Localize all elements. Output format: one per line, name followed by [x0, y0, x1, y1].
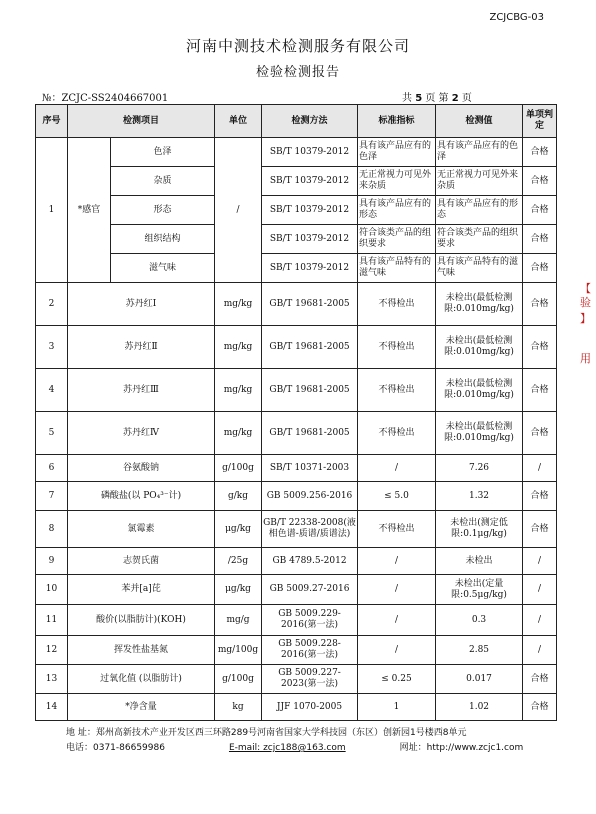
cell-standard: 具有该产品特有的滋气味 — [358, 254, 436, 283]
cell-judgement: / — [523, 575, 557, 605]
cell-item: 苏丹红Ⅲ — [68, 369, 215, 412]
table-row — [36, 511, 557, 548]
cell-standard: 不得检出 — [358, 412, 436, 455]
cell-method: GB 5009.227-2023(第一法) — [262, 665, 358, 694]
cell-standard: / — [358, 636, 436, 665]
cell-judgement: 合格 — [523, 694, 557, 721]
cell-standard: / — [358, 455, 436, 482]
cell-method: GB 4789.5-2012 — [262, 548, 358, 575]
cell-method: GB/T 19681-2005 — [262, 326, 358, 369]
cell-method: GB 5009.256-2016 — [262, 482, 358, 511]
cell-standard: 不得检出 — [358, 326, 436, 369]
cell-item: 挥发性盐基氮 — [68, 636, 215, 665]
cell-unit: mg/100g — [215, 636, 262, 665]
cell-item: 滋气味 — [111, 254, 215, 283]
cell-judgement: 合格 — [523, 369, 557, 412]
document-code: ZCJCBG-03 — [489, 12, 544, 23]
cell-unit: / — [215, 138, 262, 283]
cell-standard: 具有该产品应有的形态 — [358, 196, 436, 225]
cell-no: 9 — [36, 548, 68, 575]
cell-standard: / — [358, 605, 436, 636]
cell-item: 苯并[a]芘 — [68, 575, 215, 605]
cell-unit: kg — [215, 694, 262, 721]
cell-standard: ≤ 5.0 — [358, 482, 436, 511]
table-row — [36, 482, 557, 511]
cell-item: 磷酸盐(以 PO₄³⁻计) — [68, 482, 215, 511]
header-judgement: 单项判定 — [523, 105, 557, 138]
cell-judgement: / — [523, 605, 557, 636]
cell-no: 6 — [36, 455, 68, 482]
table-row — [36, 694, 557, 721]
cell-standard: / — [358, 575, 436, 605]
cell-unit: g/kg — [215, 482, 262, 511]
table-row — [36, 412, 557, 455]
cell-method: SB/T 10379-2012 — [262, 138, 358, 167]
cell-judgement: 合格 — [523, 511, 557, 548]
cell-standard: 具有该产品应有的色泽 — [358, 138, 436, 167]
cell-value: 无正常视力可见外来杂质 — [436, 167, 523, 196]
cell-value: 具有该产品应有的色泽 — [436, 138, 523, 167]
table-row — [36, 283, 557, 326]
page-indicator: 共 5 页 第 2 页 — [402, 93, 472, 104]
cell-method: GB 5009.229-2016(第一法) — [262, 605, 358, 636]
cell-value: 1.32 — [436, 482, 523, 511]
header-standard: 标准指标 — [358, 105, 436, 138]
cell-unit: mg/kg — [215, 369, 262, 412]
cell-no: 14 — [36, 694, 68, 721]
cell-judgement: / — [523, 455, 557, 482]
cell-judgement: / — [523, 636, 557, 665]
table-row — [36, 548, 557, 575]
cell-item: 组织结构 — [111, 225, 215, 254]
cell-method: GB/T 19681-2005 — [262, 369, 358, 412]
cell-item: 形态 — [111, 196, 215, 225]
cell-value: 0.3 — [436, 605, 523, 636]
cell-item: 过氧化值 (以脂肪计) — [68, 665, 215, 694]
cell-method: GB 5009.27-2016 — [262, 575, 358, 605]
cell-judgement: 合格 — [523, 254, 557, 283]
cell-item: *净含量 — [68, 694, 215, 721]
table-row — [36, 326, 557, 369]
results-table — [35, 104, 557, 721]
report-title: 检验检测报告 — [255, 65, 340, 80]
cell-value: 0.017 — [436, 665, 523, 694]
stamp-char: 【 — [580, 282, 591, 295]
cell-value: 具有该产品应有的形态 — [436, 196, 523, 225]
cell-unit: g/100g — [215, 455, 262, 482]
cell-unit: μg/kg — [215, 575, 262, 605]
cell-value: 未检出(定量限:0.5μg/kg) — [436, 575, 523, 605]
company-name: 河南中测技术检测服务有限公司 — [185, 37, 410, 55]
cell-standard: 符合该类产品的组织要求 — [358, 225, 436, 254]
cell-judgement: 合格 — [523, 283, 557, 326]
cell-standard: / — [358, 548, 436, 575]
cell-no: 13 — [36, 665, 68, 694]
cell-method: JJF 1070-2005 — [262, 694, 358, 721]
header-item: 检测项目 — [68, 105, 215, 138]
cell-standard: ≤ 0.25 — [358, 665, 436, 694]
cell-item: 氯霉素 — [68, 511, 215, 548]
cell-item: 杂质 — [111, 167, 215, 196]
cell-no: 7 — [36, 482, 68, 511]
table-row — [36, 605, 557, 636]
cell-group: *感官 — [68, 138, 111, 283]
cell-unit: g/100g — [215, 665, 262, 694]
table-row — [36, 225, 557, 254]
cell-value: 未检出(最低检测限:0.010mg/kg) — [436, 369, 523, 412]
table-row — [36, 575, 557, 605]
cell-no: 2 — [36, 283, 68, 326]
cell-value: 符合该类产品的组织要求 — [436, 225, 523, 254]
cell-judgement: 合格 — [523, 412, 557, 455]
stamp-char: 】 — [580, 312, 591, 325]
cell-judgement: 合格 — [523, 665, 557, 694]
cell-unit: mg/kg — [215, 326, 262, 369]
cell-judgement: 合格 — [523, 225, 557, 254]
cell-judgement: / — [523, 548, 557, 575]
cell-value: 具有该产品特有的滋气味 — [436, 254, 523, 283]
cell-method: SB/T 10379-2012 — [262, 167, 358, 196]
cell-judgement: 合格 — [523, 482, 557, 511]
cell-method: SB/T 10379-2012 — [262, 225, 358, 254]
table-row — [36, 369, 557, 412]
footer-address: 地 址：郑州高新技术产业开发区西三环路289号河南省国家大学科技园（东区）创新园1号楼西8单元 — [66, 728, 467, 738]
header-method: 检测方法 — [262, 105, 358, 138]
cell-no: 5 — [36, 412, 68, 455]
cell-unit: mg/g — [215, 605, 262, 636]
cell-no: 12 — [36, 636, 68, 665]
stamp-char: 用 — [580, 352, 591, 365]
cell-unit: mg/kg — [215, 283, 262, 326]
footer-contact — [66, 740, 523, 753]
cell-value: 未检出(测定低限:0.1μg/kg) — [436, 511, 523, 548]
cell-item: 酸价(以脂肪计)(KOH) — [68, 605, 215, 636]
cell-method: GB/T 22338-2008(液相色谱-质谱/质谱法) — [262, 511, 358, 548]
cell-no: 11 — [36, 605, 68, 636]
cell-method: GB/T 19681-2005 — [262, 412, 358, 455]
cell-no: 8 — [36, 511, 68, 548]
table-row — [36, 455, 557, 482]
footer-phone: 电话：0371-86659986 — [66, 743, 165, 753]
cell-value: 未检出(最低检测限:0.010mg/kg) — [436, 326, 523, 369]
cell-no: 3 — [36, 326, 68, 369]
cell-unit: /25g — [215, 548, 262, 575]
cell-item: 谷氨酸钠 — [68, 455, 215, 482]
table-row — [36, 196, 557, 225]
table-row — [36, 138, 557, 167]
header-unit: 单位 — [215, 105, 262, 138]
table-row — [36, 167, 557, 196]
cell-standard: 不得检出 — [358, 511, 436, 548]
cell-method: SB/T 10371-2003 — [262, 455, 358, 482]
cell-no: 10 — [36, 575, 68, 605]
cell-standard: 不得检出 — [358, 283, 436, 326]
header-value: 检测值 — [436, 105, 523, 138]
cell-judgement: 合格 — [523, 326, 557, 369]
header-no: 序号 — [36, 105, 68, 138]
cell-item: 志贺氏菌 — [68, 548, 215, 575]
cell-method: SB/T 10379-2012 — [262, 254, 358, 283]
cell-item: 苏丹红Ⅳ — [68, 412, 215, 455]
table-row — [36, 254, 557, 283]
cell-judgement: 合格 — [523, 167, 557, 196]
cell-unit: mg/kg — [215, 412, 262, 455]
cell-judgement: 合格 — [523, 196, 557, 225]
cell-value: 7.26 — [436, 455, 523, 482]
table-header-row — [36, 105, 557, 138]
cell-value: 未检出 — [436, 548, 523, 575]
cell-unit: μg/kg — [215, 511, 262, 548]
cell-value: 2.85 — [436, 636, 523, 665]
cell-no: 1 — [36, 138, 68, 283]
cell-value: 未检出(最低检测限:0.010mg/kg) — [436, 412, 523, 455]
seal-stamp — [578, 280, 596, 390]
cell-method: GB/T 19681-2005 — [262, 283, 358, 326]
footer-web: 网址：http://www.zcjc1.com — [399, 743, 524, 753]
cell-item: 苏丹红Ⅰ — [68, 283, 215, 326]
table-row — [36, 665, 557, 694]
cell-judgement: 合格 — [523, 138, 557, 167]
cell-method: GB 5009.228-2016(第一法) — [262, 636, 358, 665]
cell-standard: 1 — [358, 694, 436, 721]
cell-standard: 不得检出 — [358, 369, 436, 412]
stamp-char: 验 — [580, 296, 591, 309]
cell-standard: 无正常视力可见外来杂质 — [358, 167, 436, 196]
cell-item: 色泽 — [111, 138, 215, 167]
cell-no: 4 — [36, 369, 68, 412]
cell-item: 苏丹红Ⅱ — [68, 326, 215, 369]
report-number: №：ZCJC-SS2404667001 — [42, 93, 169, 104]
footer-email: E-mail: zcjc188@163.com — [228, 743, 346, 753]
cell-value: 未检出(最低检测限:0.010mg/kg) — [436, 283, 523, 326]
cell-method: SB/T 10379-2012 — [262, 196, 358, 225]
table-row — [36, 636, 557, 665]
cell-value: 1.02 — [436, 694, 523, 721]
